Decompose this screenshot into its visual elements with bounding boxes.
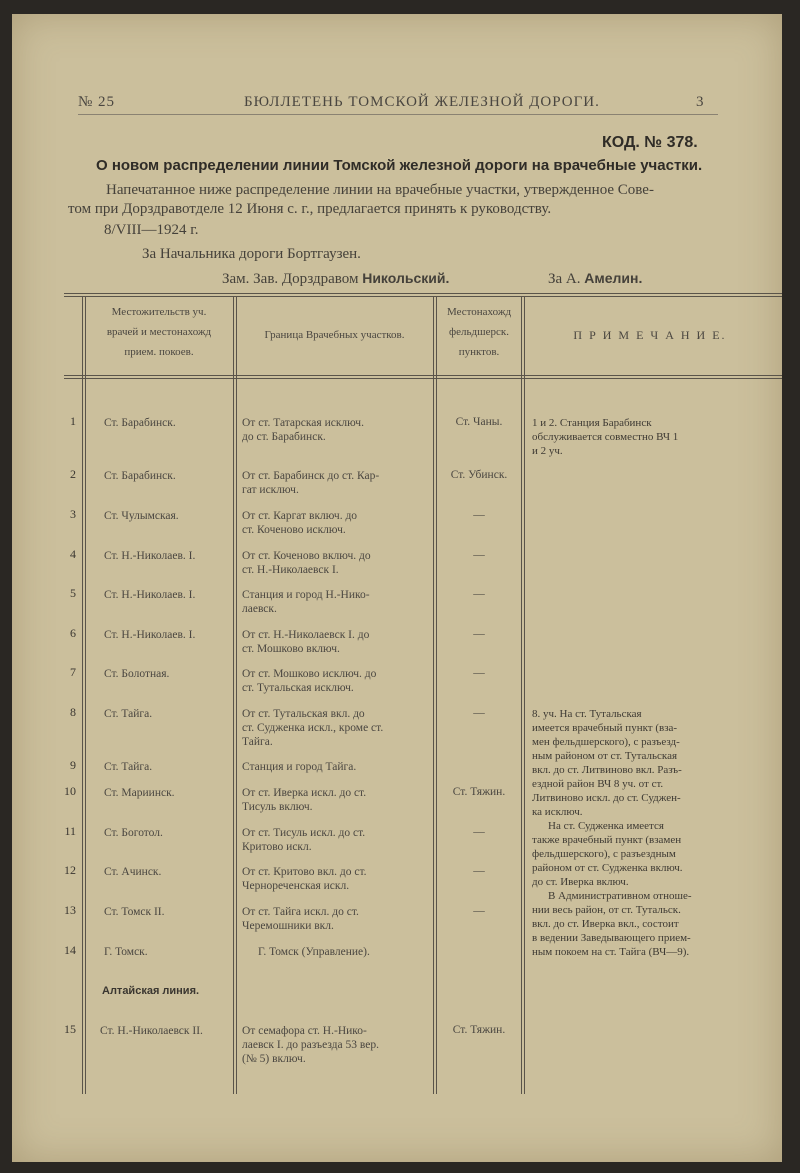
row-border-l2: ст. Коченово исключ. bbox=[242, 524, 346, 536]
note-line: 1 и 2. Станция Барабинск bbox=[532, 417, 652, 429]
row-number: 6 bbox=[70, 626, 76, 640]
col-rule-a bbox=[82, 296, 83, 1094]
row-feldsher: — bbox=[473, 549, 485, 561]
signature-deputy-prefix: Зам. Зав. Дорздравом bbox=[222, 271, 359, 287]
row-feldsher: — bbox=[473, 628, 485, 640]
header-col-feldsher-l1: Местонахожд bbox=[446, 306, 512, 318]
row-place: Ст. Болотная. bbox=[104, 668, 170, 680]
note-line: фельдшерского), с разъездным bbox=[532, 848, 676, 860]
row-border-l2: гат исключ. bbox=[242, 484, 299, 496]
row-border-l1: От ст. Тутальская вкл. до bbox=[242, 708, 365, 720]
row-place: Ст. Барабинск. bbox=[104, 470, 176, 482]
header-col-feldsher-l2: фельдшерск. bbox=[449, 326, 509, 338]
note-line: до ст. Иверка включ. bbox=[532, 876, 629, 888]
row-feldsher: — bbox=[473, 905, 485, 917]
row-border-l2: Критово искл. bbox=[242, 841, 312, 853]
row-number: 4 bbox=[70, 547, 76, 561]
row-number: 11 bbox=[64, 824, 76, 838]
row-border-l1: Г. Томск (Управление). bbox=[258, 946, 370, 958]
row-border-l2: лаевск I. до разъезда 53 вер. bbox=[242, 1039, 379, 1051]
row-border-l1: От ст. Критово вкл. до ст. bbox=[242, 866, 367, 878]
row-place: Ст. Н.-Николаев. I. bbox=[104, 589, 196, 601]
note-line: мен фельдшерского), с разъезд- bbox=[532, 736, 680, 748]
row-border-l2: Тисуль включ. bbox=[242, 801, 313, 813]
signature-chief: За Начальника дороги Бортгаузен. bbox=[142, 246, 361, 262]
note-line: нии весь район, от ст. Тутальск. bbox=[532, 904, 681, 916]
row-border-l1: От ст. Н.-Николаевск I. до bbox=[242, 629, 370, 641]
row-number: 5 bbox=[70, 586, 76, 600]
note-line: также врачебный пункт (взамен bbox=[532, 834, 682, 846]
table-header-rule-2 bbox=[64, 378, 782, 379]
row-place: Ст. Тайга. bbox=[104, 708, 153, 720]
header-col-feldsher bbox=[437, 302, 521, 362]
row-feldsher: Ст. Тяжин. bbox=[452, 1024, 506, 1036]
note-line: вкл. до ст. Иверка вкл., состоит bbox=[532, 918, 679, 930]
row-border-l1: От ст. Татарская исключ. bbox=[242, 417, 364, 429]
note-line: обслуживается совместно ВЧ 1 bbox=[532, 431, 679, 443]
intro-line-2: том при Дорздравотделе 12 Июня с. г., предлагается принять к руководству. bbox=[68, 201, 552, 217]
note-line: и 2 уч. bbox=[532, 445, 563, 457]
row-number: 7 bbox=[70, 665, 76, 679]
row-feldsher: Ст. Убинск. bbox=[450, 469, 508, 481]
row-border-l3: (№ 5) включ. bbox=[242, 1053, 306, 1065]
row-feldsher: — bbox=[473, 707, 485, 719]
col-rule-c bbox=[433, 296, 434, 1094]
header-rule bbox=[78, 114, 718, 115]
journal-title: БЮЛЛЕТЕНЬ ТОМСКОЙ ЖЕЛЕЗНОЙ ДОРОГИ. bbox=[244, 94, 600, 110]
document-page bbox=[12, 14, 782, 1162]
header-col-place-l2: врачей и местонахожд bbox=[106, 326, 212, 338]
signature-deputy bbox=[222, 270, 449, 288]
row-feldsher: Ст. Тяжин. bbox=[452, 786, 506, 798]
header-col-feldsher-l3: пунктов. bbox=[458, 346, 500, 358]
row-border-l2: ст. Н.-Николаевск I. bbox=[242, 564, 339, 576]
row-border-l2: до ст. Барабинск. bbox=[242, 431, 326, 443]
row-number: 1 bbox=[70, 414, 76, 428]
row-number: 10 bbox=[64, 784, 76, 798]
row-number: 9 bbox=[70, 758, 76, 772]
col-rule-d2 bbox=[524, 296, 525, 1094]
note-line: ездной район ВЧ 8 уч. от ст. bbox=[532, 778, 664, 790]
note-line: районом от ст. Судженка включ. bbox=[532, 862, 683, 874]
note-line: В Административном отноше- bbox=[548, 890, 692, 902]
row-place: Ст. Чулымская. bbox=[104, 510, 179, 522]
note-line: ным покоем на ст. Тайга (ВЧ—9). bbox=[532, 946, 690, 958]
row-border-l1: От ст. Мошково исключ. до bbox=[242, 668, 377, 680]
note-line: 8. уч. На ст. Тутальская bbox=[532, 708, 642, 720]
row-place: Ст. Мариинск. bbox=[104, 787, 175, 799]
row-border-l1: От ст. Тисуль искл. до ст. bbox=[242, 827, 366, 839]
row-feldsher: — bbox=[473, 667, 485, 679]
row-feldsher: — bbox=[473, 826, 485, 838]
section-heading: Алтайская линия. bbox=[102, 985, 200, 997]
row-border-l2: ст. Мошково включ. bbox=[242, 643, 340, 655]
note-line: ным районом от ст. Тутальская bbox=[532, 750, 678, 762]
table-top-rule-2 bbox=[64, 296, 782, 297]
row-border-l1: От ст. Иверка искл. до ст. bbox=[242, 787, 367, 799]
document-date: 8/VIII—1924 г. bbox=[104, 222, 199, 238]
row-place: Ст. Боготол. bbox=[104, 827, 163, 839]
row-feldsher: — bbox=[473, 865, 485, 877]
row-place: Ст. Н.-Николаев. I. bbox=[104, 629, 196, 641]
note-line: вкл. до ст. Литвиново вкл. Разъ- bbox=[532, 764, 682, 776]
row-number: 14 bbox=[64, 943, 76, 957]
row-number: 8 bbox=[70, 705, 76, 719]
row-feldsher: — bbox=[473, 588, 485, 600]
row-border-l2: Черемошники вкл. bbox=[242, 920, 334, 932]
document-code: КОД. № 378. bbox=[602, 134, 698, 151]
intro-line-1: Напечатанное ниже распределение линии на врачебные участки, утвержденное Сове- bbox=[106, 182, 654, 198]
note-line: имеется врачебный пункт (вза- bbox=[532, 722, 678, 734]
row-border-l1: Станция и город Н.-Нико- bbox=[242, 589, 370, 601]
row-border-l3: Тайга. bbox=[242, 736, 273, 748]
row-place: Ст. Н.-Николаевск II. bbox=[100, 1025, 203, 1037]
row-border-l2: лаевск. bbox=[242, 603, 277, 615]
row-border-l2: Чернореченская искл. bbox=[242, 880, 350, 892]
row-border-l1: Станция и город Тайга. bbox=[242, 761, 357, 773]
signature-deputy-name: Никольский. bbox=[362, 270, 450, 286]
row-place: Ст. Н.-Николаев. I. bbox=[104, 550, 196, 562]
table-header-rule bbox=[64, 375, 782, 376]
row-border-l2: ст. Судженка искл., кроме ст. bbox=[242, 722, 384, 734]
header-col-place-l3: прием. покоев. bbox=[124, 346, 194, 358]
note-line: в ведении Заведывающего прием- bbox=[532, 932, 691, 944]
row-place: Г. Томск. bbox=[104, 946, 148, 958]
header-col-place-l1: Местожительств уч. bbox=[111, 306, 207, 318]
row-feldsher: Ст. Чаны. bbox=[455, 416, 503, 428]
header-col-border: Граница Врачебных участков. bbox=[264, 329, 405, 341]
row-border-l1: От ст. Барабинск до ст. Кар- bbox=[242, 470, 380, 482]
header-col-place bbox=[86, 302, 232, 362]
page-number: 3 bbox=[696, 94, 705, 110]
col-rule-b2 bbox=[236, 296, 237, 1094]
row-number: 13 bbox=[64, 903, 76, 917]
row-number: 12 bbox=[64, 863, 76, 877]
row-number: 2 bbox=[70, 467, 76, 481]
row-number: 3 bbox=[70, 507, 76, 521]
document-title: О новом распределении линии Томской железной дороги на врачебные участки. bbox=[96, 157, 703, 174]
row-number: 15 bbox=[64, 1022, 76, 1036]
table-top-rule bbox=[64, 293, 782, 294]
col-rule-a2 bbox=[85, 296, 86, 1094]
row-feldsher: — bbox=[473, 509, 485, 521]
issue-number: № 25 bbox=[78, 94, 116, 110]
row-border-l1: От ст. Тайга искл. до ст. bbox=[242, 906, 359, 918]
note-line: На ст. Судженка имеется bbox=[548, 820, 664, 832]
row-border-l1: От ст. Коченово включ. до bbox=[242, 550, 371, 562]
header-col-note: П Р И М Е Ч А Н И Е. bbox=[573, 328, 727, 342]
note-line: ка исключ. bbox=[532, 806, 583, 818]
row-place: Ст. Томск II. bbox=[104, 906, 165, 918]
signature-amelin-prefix: За А. bbox=[548, 271, 581, 287]
row-border-l1: От семафора ст. Н.-Нико- bbox=[242, 1025, 367, 1037]
note-line: Литвиново искл. до ст. Суджен- bbox=[532, 792, 681, 804]
signature-amelin bbox=[548, 270, 642, 288]
row-border-l2: ст. Тутальская исключ. bbox=[242, 682, 354, 694]
signature-amelin-name: Амелин. bbox=[584, 270, 643, 286]
row-place: Ст. Барабинск. bbox=[104, 417, 176, 429]
row-place: Ст. Ачинск. bbox=[104, 866, 162, 878]
row-border-l1: От ст. Каргат включ. до bbox=[242, 510, 358, 522]
col-rule-b bbox=[233, 296, 234, 1094]
row-place: Ст. Тайга. bbox=[104, 761, 153, 773]
